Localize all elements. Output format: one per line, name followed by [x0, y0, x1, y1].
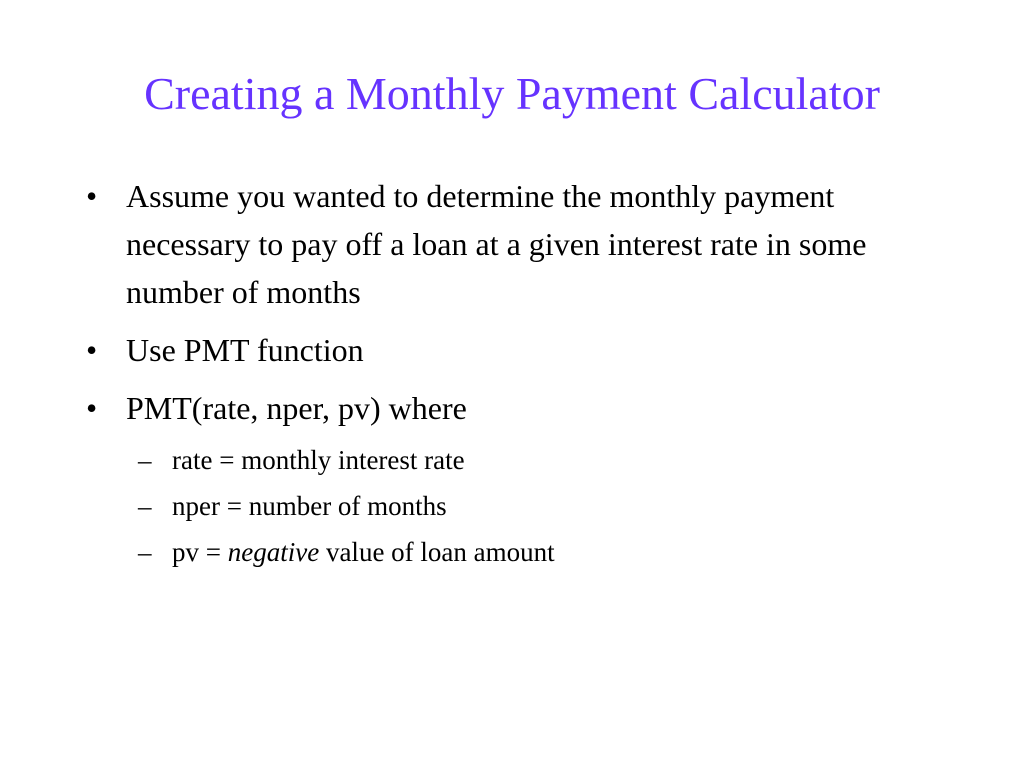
sub-bullet-emphasis: negative: [227, 537, 320, 567]
bullet-text: PMT(rate, nper, pv) where: [126, 390, 467, 426]
slide-body: [82, 172, 902, 580]
sub-bullet-marker: –: [138, 491, 152, 521]
sub-bullet-item: [82, 488, 902, 524]
bullet-marker: •: [86, 390, 98, 426]
bullet-item: [82, 172, 902, 316]
sub-bullet-prefix: pv =: [172, 537, 228, 567]
slide-title: Creating a Monthly Payment Calculator: [144, 68, 880, 119]
sub-bullet-marker: –: [138, 445, 152, 475]
bullet-marker: •: [86, 178, 98, 214]
sub-bullet-marker: –: [138, 537, 152, 567]
sub-bullet-text: nper = number of months: [172, 491, 447, 521]
bullet-item: [82, 326, 902, 374]
sub-bullet-item: [82, 534, 902, 570]
sub-bullet-text: rate = monthly interest rate: [172, 445, 465, 475]
bullet-marker: •: [86, 332, 98, 368]
bullet-text: Use PMT function: [126, 332, 364, 368]
bullet-item: [82, 384, 902, 432]
sub-bullet-item: [82, 442, 902, 478]
bullet-text: Assume you wanted to determine the monthly payment necessary to pay off a loan at a given interest rate in some number of months: [126, 178, 867, 310]
sub-bullet-suffix: value of loan amount: [319, 537, 555, 567]
